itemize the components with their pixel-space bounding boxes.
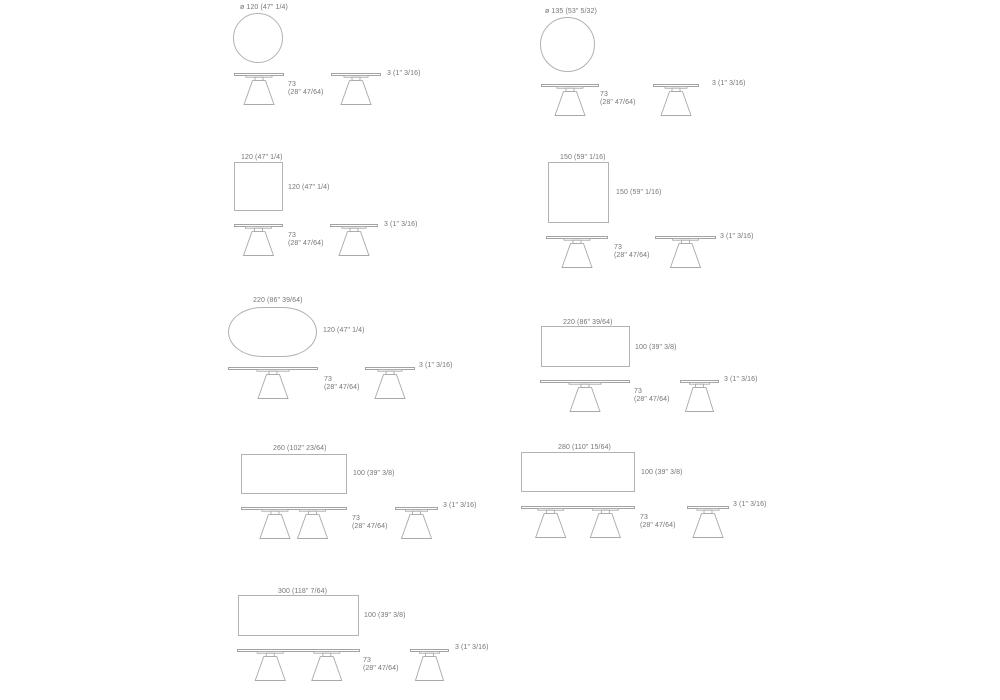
top-view-round-shape: [233, 13, 283, 63]
height-cm: 73: [634, 388, 642, 395]
height-inches: (28" 47/64): [363, 665, 399, 672]
front-view-table-thickness: [330, 224, 378, 256]
front-view-table-thickness: [365, 367, 415, 399]
front-view-table: [541, 84, 599, 116]
height-inches: (28" 47/64): [634, 396, 670, 403]
front-view-table-thickness: [410, 649, 449, 681]
top-view-rect-shape: [238, 595, 359, 636]
top-view-dimension-label: 120 (47" 1/4): [241, 154, 283, 161]
thickness-dimension-label: 3 (1" 3/16): [724, 376, 758, 383]
top-view-dimension-label: 260 (102" 23/64): [273, 445, 327, 452]
top-view-dimension-label: 150 (59" 1/16): [560, 154, 606, 161]
side-dimension-label: 100 (39" 3/8): [364, 612, 406, 619]
front-view-table-thickness: [653, 84, 699, 116]
front-view-table: [228, 367, 318, 399]
side-dimension-label: 150 (59" 1/16): [616, 189, 662, 196]
top-view-rect-shape: [541, 326, 630, 367]
height-cm: 73: [363, 657, 371, 664]
top-view-oval-shape: [228, 307, 317, 357]
front-view-table-thickness: [331, 73, 381, 105]
front-view-table: [234, 73, 284, 105]
top-view-dimension-label: 280 (110" 15/64): [558, 444, 611, 451]
height-cm: 73: [288, 232, 296, 239]
thickness-dimension-label: 3 (1" 3/16): [712, 80, 746, 87]
side-dimension-label: 100 (39" 3/8): [353, 470, 395, 477]
front-view-table: [241, 507, 347, 539]
front-view-table-thickness: [687, 506, 729, 538]
top-view-square-shape: [548, 162, 609, 223]
height-dimension-label: [363, 657, 399, 673]
height-cm: 73: [352, 515, 360, 522]
height-inches: (28" 47/64): [640, 522, 676, 529]
height-cm: 73: [288, 81, 296, 88]
height-cm: 73: [324, 376, 332, 383]
top-view-rect-shape: [241, 454, 347, 494]
height-inches: (28" 47/64): [352, 523, 388, 530]
height-inches: (28" 47/64): [614, 252, 650, 259]
thickness-dimension-label: 3 (1" 3/16): [387, 70, 421, 77]
front-view-table: [546, 236, 608, 268]
side-dimension-label: 100 (39" 3/8): [641, 469, 683, 476]
thickness-dimension-label: 3 (1" 3/16): [443, 502, 477, 509]
height-dimension-label: [352, 515, 388, 531]
top-view-square-shape: [234, 162, 283, 211]
thickness-dimension-label: 3 (1" 3/16): [455, 644, 489, 651]
top-view-rect-shape: [521, 452, 635, 492]
height-dimension-label: [324, 376, 360, 392]
height-dimension-label: [288, 232, 324, 248]
top-view-dimension-label: 220 (86" 39/64): [253, 297, 303, 304]
height-cm: 73: [640, 514, 648, 521]
front-view-table: [521, 506, 635, 538]
front-view-table: [234, 224, 283, 256]
thickness-dimension-label: 3 (1" 3/16): [419, 362, 453, 369]
height-dimension-label: [614, 244, 650, 260]
side-dimension-label: 120 (47" 1/4): [323, 327, 365, 334]
height-inches: (28" 47/64): [288, 89, 324, 96]
thickness-dimension-label: 3 (1" 3/16): [720, 233, 754, 240]
front-view-table-thickness: [655, 236, 716, 268]
thickness-dimension-label: 3 (1" 3/16): [733, 501, 767, 508]
side-dimension-label: 100 (39" 3/8): [635, 344, 677, 351]
front-view-table-thickness: [680, 380, 719, 412]
top-view-dimension-label: 220 (86" 39/64): [563, 319, 613, 326]
height-dimension-label: [600, 91, 636, 107]
top-view-dimension-label: 300 (118" 7/64): [278, 588, 327, 595]
thickness-dimension-label: 3 (1" 3/16): [384, 221, 418, 228]
height-dimension-label: [640, 514, 676, 530]
front-view-table-thickness: [395, 507, 438, 539]
top-view-dimension-label: ø 120 (47" 1/4): [240, 4, 288, 11]
top-view-dimension-label: ø 135 (53" 5/32): [545, 8, 597, 15]
height-inches: (28" 47/64): [600, 99, 636, 106]
front-view-table: [237, 649, 360, 681]
height-cm: 73: [600, 91, 608, 98]
height-cm: 73: [614, 244, 622, 251]
height-inches: (28" 47/64): [324, 384, 360, 391]
front-view-table: [540, 380, 630, 412]
height-dimension-label: [634, 388, 670, 404]
side-dimension-label: 120 (47" 1/4): [288, 184, 330, 191]
height-inches: (28" 47/64): [288, 240, 324, 247]
height-dimension-label: [288, 81, 324, 97]
top-view-round-shape: [540, 17, 595, 72]
